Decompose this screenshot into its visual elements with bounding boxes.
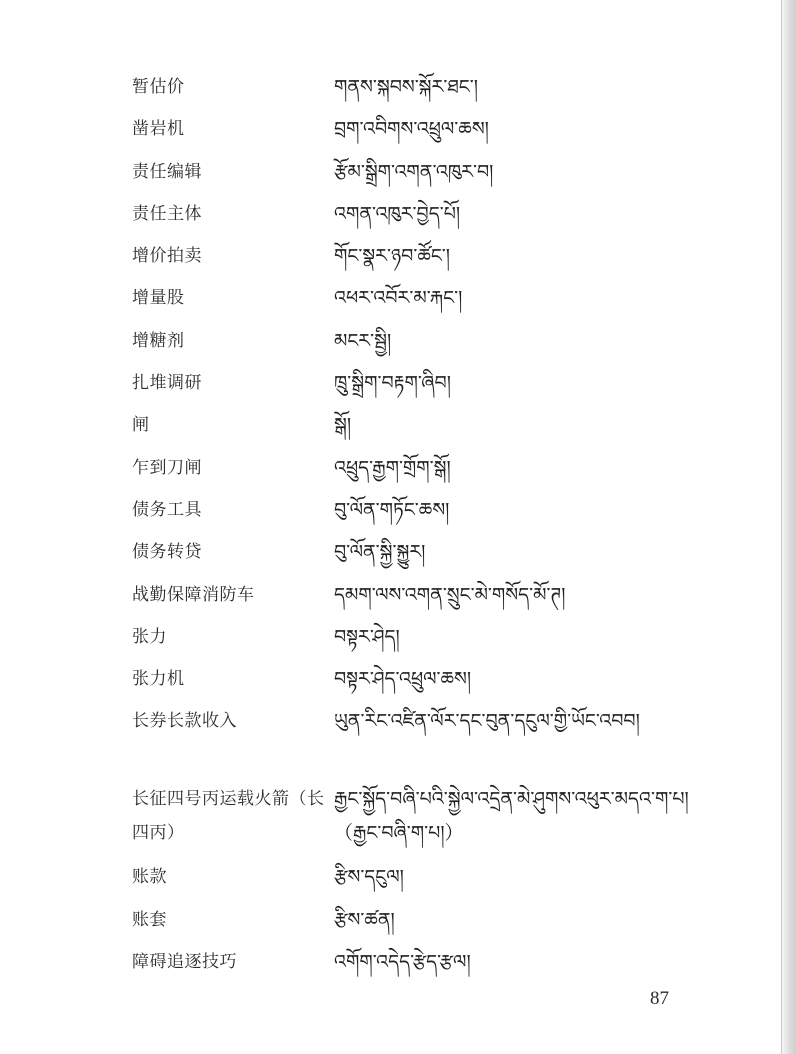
tibetan-term: འཕར་འབོར་མ་རྐང་། (334, 287, 463, 310)
chinese-term: 债务工具 (132, 499, 202, 520)
tibetan-term: སྒོ། (334, 414, 352, 437)
glossary-entry (132, 281, 732, 323)
page-number: 87 (650, 988, 669, 1009)
chinese-term: 长券长款收入 (132, 711, 237, 732)
chinese-term: 张力机 (132, 669, 185, 690)
glossary-entry (132, 493, 732, 535)
glossary-entry (132, 662, 732, 704)
glossary-entry (132, 408, 732, 450)
glossary-entry (132, 197, 732, 239)
tibetan-term: འཕྲུད་རྒྱག་གྲོག་སྒོ། (334, 456, 451, 479)
tibetan-term: གནས་སྐབས་སྐོར་ཐང་། (334, 76, 478, 98)
chinese-term: 凿岩机 (132, 119, 185, 140)
glossary-entry (132, 620, 732, 662)
chinese-term: 增价拍卖 (132, 246, 202, 267)
tibetan-term: བྲག་འབིགས་འཕྲུལ་ཆས། (334, 118, 489, 141)
tibetan-term: ཁྲུ་སྒྲིག་བརྟག་ཞིབ། (334, 372, 451, 395)
chinese-term: 债务转贷 (132, 542, 202, 563)
tibetan-term: བུ་ལོན་གཏོང་ཆས། (334, 498, 450, 521)
glossary-entry (132, 324, 732, 366)
glossary-entry (132, 366, 732, 408)
tibetan-term: འགན་འཁུར་བྱེད་པོ། (334, 202, 461, 225)
tibetan-term: རྒྱང་སྐྱོད་བཞི་པའི་སྐྱེལ་འདྲེན་མེ་ཤུགས་འཕུར་མདའ་ག་པ།（རྒྱང་བཞི་ག་པ།） (334, 788, 689, 845)
tibetan-term: དམག་ལས་འགན་སྲུང་མེ་གསོད་མོ་ཊ། (334, 583, 566, 606)
glossary-entry (132, 945, 732, 987)
chinese-term: 战勤保障消防车 (132, 584, 255, 605)
chinese-term: 障碍追逐技巧 (132, 952, 237, 973)
chinese-term: 扎堆调研 (132, 373, 202, 394)
tibetan-term: འགོག་འདེད་རྩེད་རྩལ། (334, 951, 471, 974)
glossary-entry (132, 782, 732, 860)
tibetan-term: བསྟར་ཤེད། (334, 625, 400, 648)
chinese-term: 账套 (132, 909, 167, 930)
chinese-term: 长征四号丙运载火箭（长四丙） (132, 789, 325, 844)
chinese-term: 责任主体 (132, 203, 202, 224)
glossary-entry (132, 112, 732, 154)
glossary-list (132, 70, 732, 987)
tibetan-term: བུ་ལོན་སྐྱི་སྐྱུར། (334, 541, 426, 564)
tibetan-term: བསྟར་ཤེད་འཕྲུལ་ཆས། (334, 668, 472, 691)
chinese-term: 增糖剂 (132, 330, 185, 351)
chinese-term: 乍到刀闸 (132, 457, 202, 478)
tibetan-term: རྩིས་དངུལ། (334, 866, 404, 889)
tibetan-term: ཡུན་རིང་འཛིན་ལོར་དང་བུན་དངུལ་གྱི་ཡོང་འབབ། (334, 710, 640, 733)
page-edge (781, 0, 796, 1054)
glossary-entry (132, 70, 732, 112)
chinese-term: 账款 (132, 867, 167, 888)
chinese-term: 暂估价 (132, 77, 185, 97)
glossary-entry (132, 903, 732, 945)
glossary-entry (132, 451, 732, 493)
chinese-term: 责任编辑 (132, 161, 202, 182)
glossary-entry (132, 155, 732, 197)
glossary-entry (132, 860, 732, 902)
tibetan-term: རྩོམ་སྒྲིག་འགན་འཁུར་བ། (334, 160, 494, 183)
glossary-entry (132, 704, 732, 782)
chinese-term: 增量股 (132, 288, 185, 309)
glossary-entry (132, 535, 732, 577)
chinese-term: 闸 (132, 415, 150, 436)
chinese-term: 张力 (132, 626, 167, 647)
glossary-entry (132, 578, 732, 620)
tibetan-term: རྩིས་ཚན། (334, 908, 395, 931)
glossary-entry (132, 239, 732, 281)
tibetan-term: མངར་སྦྱི། (334, 329, 392, 352)
tibetan-term: གོང་སྣར་ཉབ་ཚོང་། (334, 245, 451, 268)
